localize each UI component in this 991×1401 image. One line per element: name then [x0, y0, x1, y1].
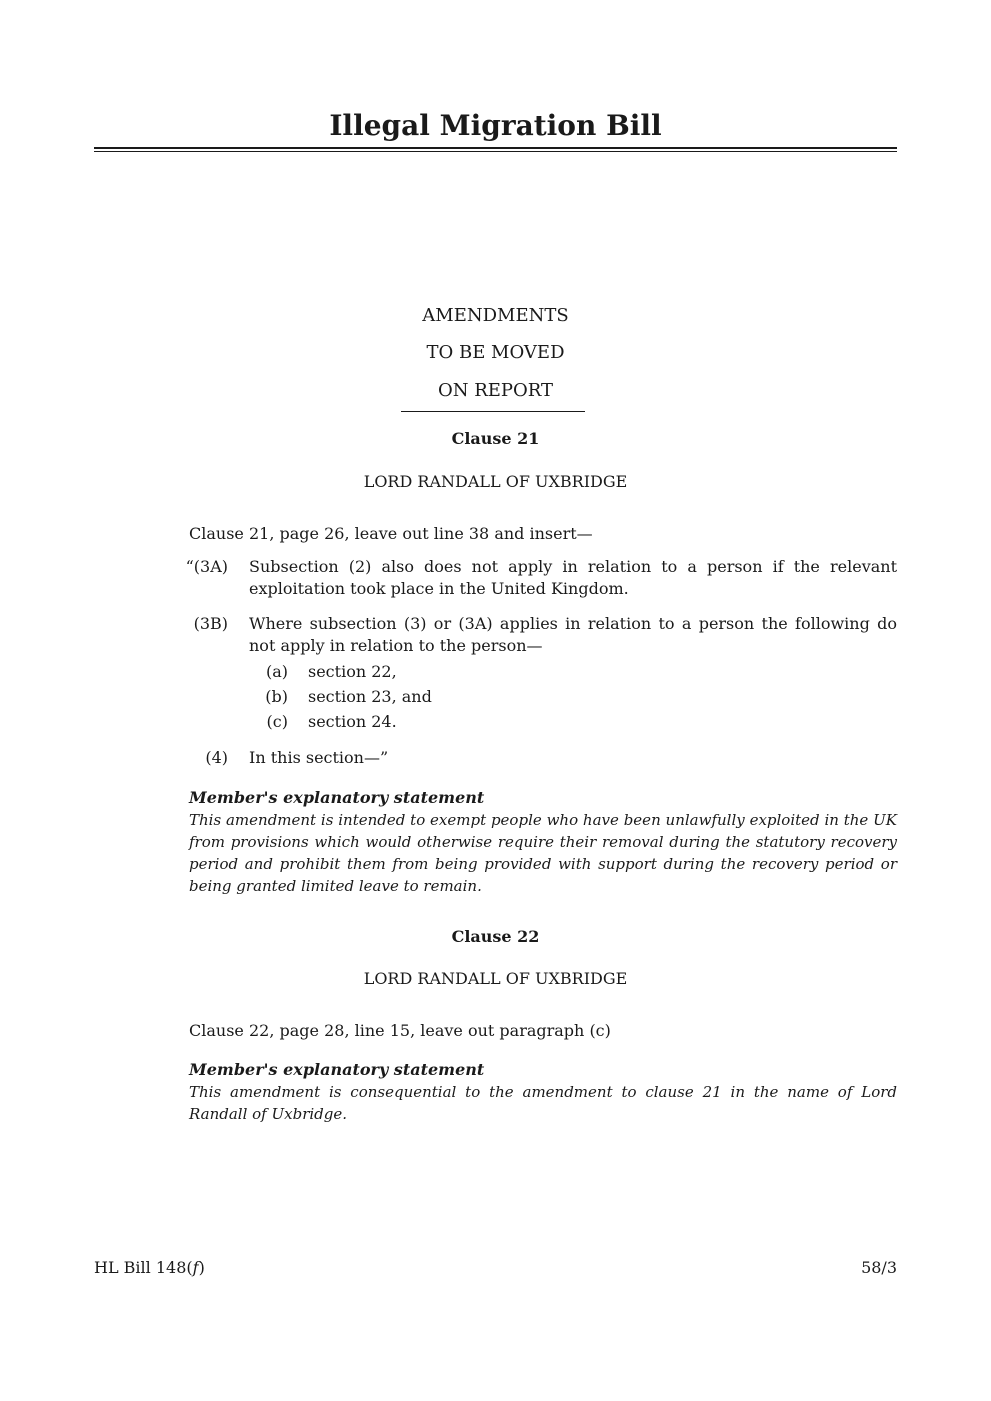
- bill-reference-close: ): [198, 1258, 205, 1277]
- list-item-text: section 22,: [308, 662, 397, 681]
- clause-21-heading: Clause 21: [451, 429, 540, 448]
- bill-reference-suffix: f: [192, 1258, 199, 1277]
- subsection-3A-number: “(3A): [185, 557, 228, 576]
- subsection-4-text: In this section—”: [249, 748, 389, 767]
- list-item-number: (b): [265, 687, 288, 706]
- subsection-3B-number: (3B): [193, 614, 228, 633]
- clause-21-instruction: Clause 21, page 26, leave out line 38 and insert—: [189, 524, 593, 543]
- clause-21-explanatory-text: This amendment is intended to exempt people who have been unlawfully exploited in the UK from provisions which would otherwise require their removal during the statutory recovery period and prohibit them from being provided with support during the recovery period or being granted limited leave to remain.: [189, 811, 897, 895]
- bill-reference: [94, 1257, 205, 1279]
- subsection-4-number: (4): [205, 748, 228, 767]
- clause-22-heading: Clause 22: [451, 927, 540, 946]
- amendments-heading-line2: TO BE MOVED: [426, 342, 565, 363]
- amendments-heading-line3: ON REPORT: [437, 380, 554, 401]
- list-item-number: (a): [265, 662, 288, 681]
- list-item-number: (c): [266, 712, 288, 731]
- title-rule-thin: [94, 151, 897, 152]
- subsection-3A-text: Subsection (2) also does not apply in relation to a person if the relevant exploitation took place in the United Kingdom.: [249, 557, 897, 598]
- clause-22-member: LORD RANDALL OF UXBRIDGE: [363, 969, 628, 988]
- clause-22-explanatory-heading: Member's explanatory statement: [189, 1060, 485, 1079]
- subsection-3B-text: Where subsection (3) or (3A) applies in relation to a person the following do not apply in relation to the person—: [249, 614, 897, 655]
- clause-21-member: LORD RANDALL OF UXBRIDGE: [363, 472, 628, 491]
- amendments-heading-line1: AMENDMENTS: [422, 305, 569, 326]
- page-reference: 58/3: [861, 1258, 897, 1277]
- clause-21-explanatory-heading: Member's explanatory statement: [189, 788, 485, 807]
- list-item-text: section 23, and: [308, 687, 432, 706]
- amendments-heading-rule: [401, 411, 585, 412]
- clause-22-explanatory-text: This amendment is consequential to the amendment to clause 21 in the name of Lord Randall of Uxbridge.: [189, 1083, 897, 1123]
- list-item-text: section 24.: [308, 712, 397, 731]
- clause-22-instruction: Clause 22, page 28, line 15, leave out paragraph (c): [189, 1021, 611, 1040]
- title-rule-thick: [94, 147, 897, 149]
- bill-title: Illegal Migration Bill: [329, 109, 662, 142]
- bill-reference-main: HL Bill 148(: [94, 1258, 193, 1277]
